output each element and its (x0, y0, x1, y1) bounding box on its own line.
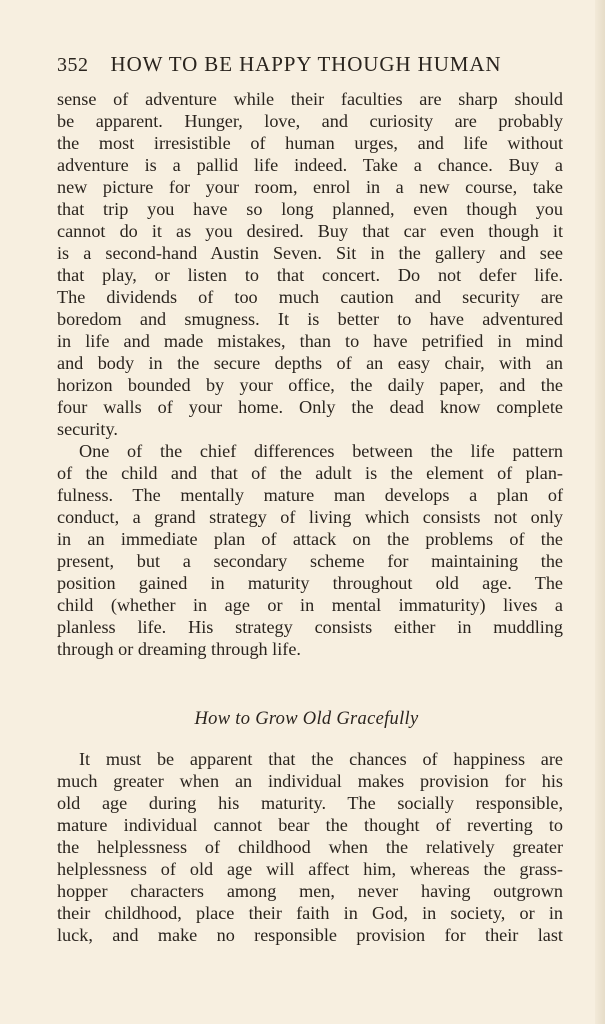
text-line: luck, and make no responsible provision for their last (57, 925, 563, 945)
text-line: through or dreaming through life. (57, 639, 301, 659)
text-line: new picture for your room, enrol in a new course, take (57, 177, 563, 197)
text-line: child (whether in age or in mental immaturity) lives a (57, 595, 563, 615)
text-line: the most irresistible of human urges, and life without (57, 133, 563, 153)
text-line: hopper characters among men, never having outgrown (57, 881, 563, 901)
text-line: in an immediate plan of attack on the problems of the (57, 529, 563, 549)
text-line: old age during his maturity. The socially responsible, (57, 793, 563, 813)
page-edge (595, 0, 605, 1024)
paragraph-3 (57, 748, 563, 946)
text-line: conduct, a grand strategy of living which consists not only (57, 507, 563, 527)
text-line: be apparent. Hunger, love, and curiosity are probably (57, 111, 563, 131)
text-line: sense of adventure while their faculties are sharp should (57, 89, 563, 109)
text-line: that trip you have so long planned, even though you (57, 199, 563, 219)
text-line: helplessness of old age will affect him, whereas the grass- (57, 859, 563, 879)
paragraph-1 (57, 88, 563, 440)
text-line: position gained in maturity throughout old age. The (57, 573, 563, 593)
text-line: much greater when an individual makes provision for his (57, 771, 563, 791)
running-head: HOW TO BE HAPPY THOUGH HUMAN (110, 52, 502, 76)
text-line: boredom and smugness. It is better to have adventured (57, 309, 563, 329)
text-line: present, but a secondary scheme for maintaining the (57, 551, 563, 571)
text-line: security. (57, 419, 118, 439)
text-line: in life and made mistakes, than to have petrified in mind (57, 331, 563, 351)
text-line: and body in the secure depths of an easy chair, with an (57, 353, 563, 373)
text-line: of the child and that of the adult is the element of plan- (57, 463, 563, 483)
text-line: planless life. His strategy consists either in muddling (57, 617, 563, 637)
page-number: 352 (57, 54, 89, 76)
paragraph-2 (57, 440, 563, 660)
section-heading: How to Grow Old Gracefully (194, 709, 419, 729)
text-line: four walls of your home. Only the dead know complete (57, 397, 563, 417)
text-line: horizon bounded by your office, the daily paper, and the (57, 375, 563, 395)
text-line: that play, or listen to that concert. Do not defer life. (57, 265, 563, 285)
text-line: cannot do it as you desired. Buy that car even though it (57, 221, 563, 241)
text-line: adventure is a pallid life indeed. Take a chance. Buy a (57, 155, 563, 175)
text-line: the helplessness of childhood when the relatively greater (57, 837, 563, 857)
text-line: fulness. The mentally mature man develops a plan of (57, 485, 563, 505)
text-line: The dividends of too much caution and security are (57, 287, 563, 307)
text-line: One of the chief differences between the life pattern (79, 441, 563, 461)
text-line: their childhood, place their faith in God, in society, or in (57, 903, 563, 923)
page-header (57, 52, 567, 82)
text-line: is a second-hand Austin Seven. Sit in the gallery and see (57, 243, 563, 263)
text-line: mature individual cannot bear the thought of reverting to (57, 815, 563, 835)
text-line: It must be apparent that the chances of happiness are (79, 749, 563, 769)
